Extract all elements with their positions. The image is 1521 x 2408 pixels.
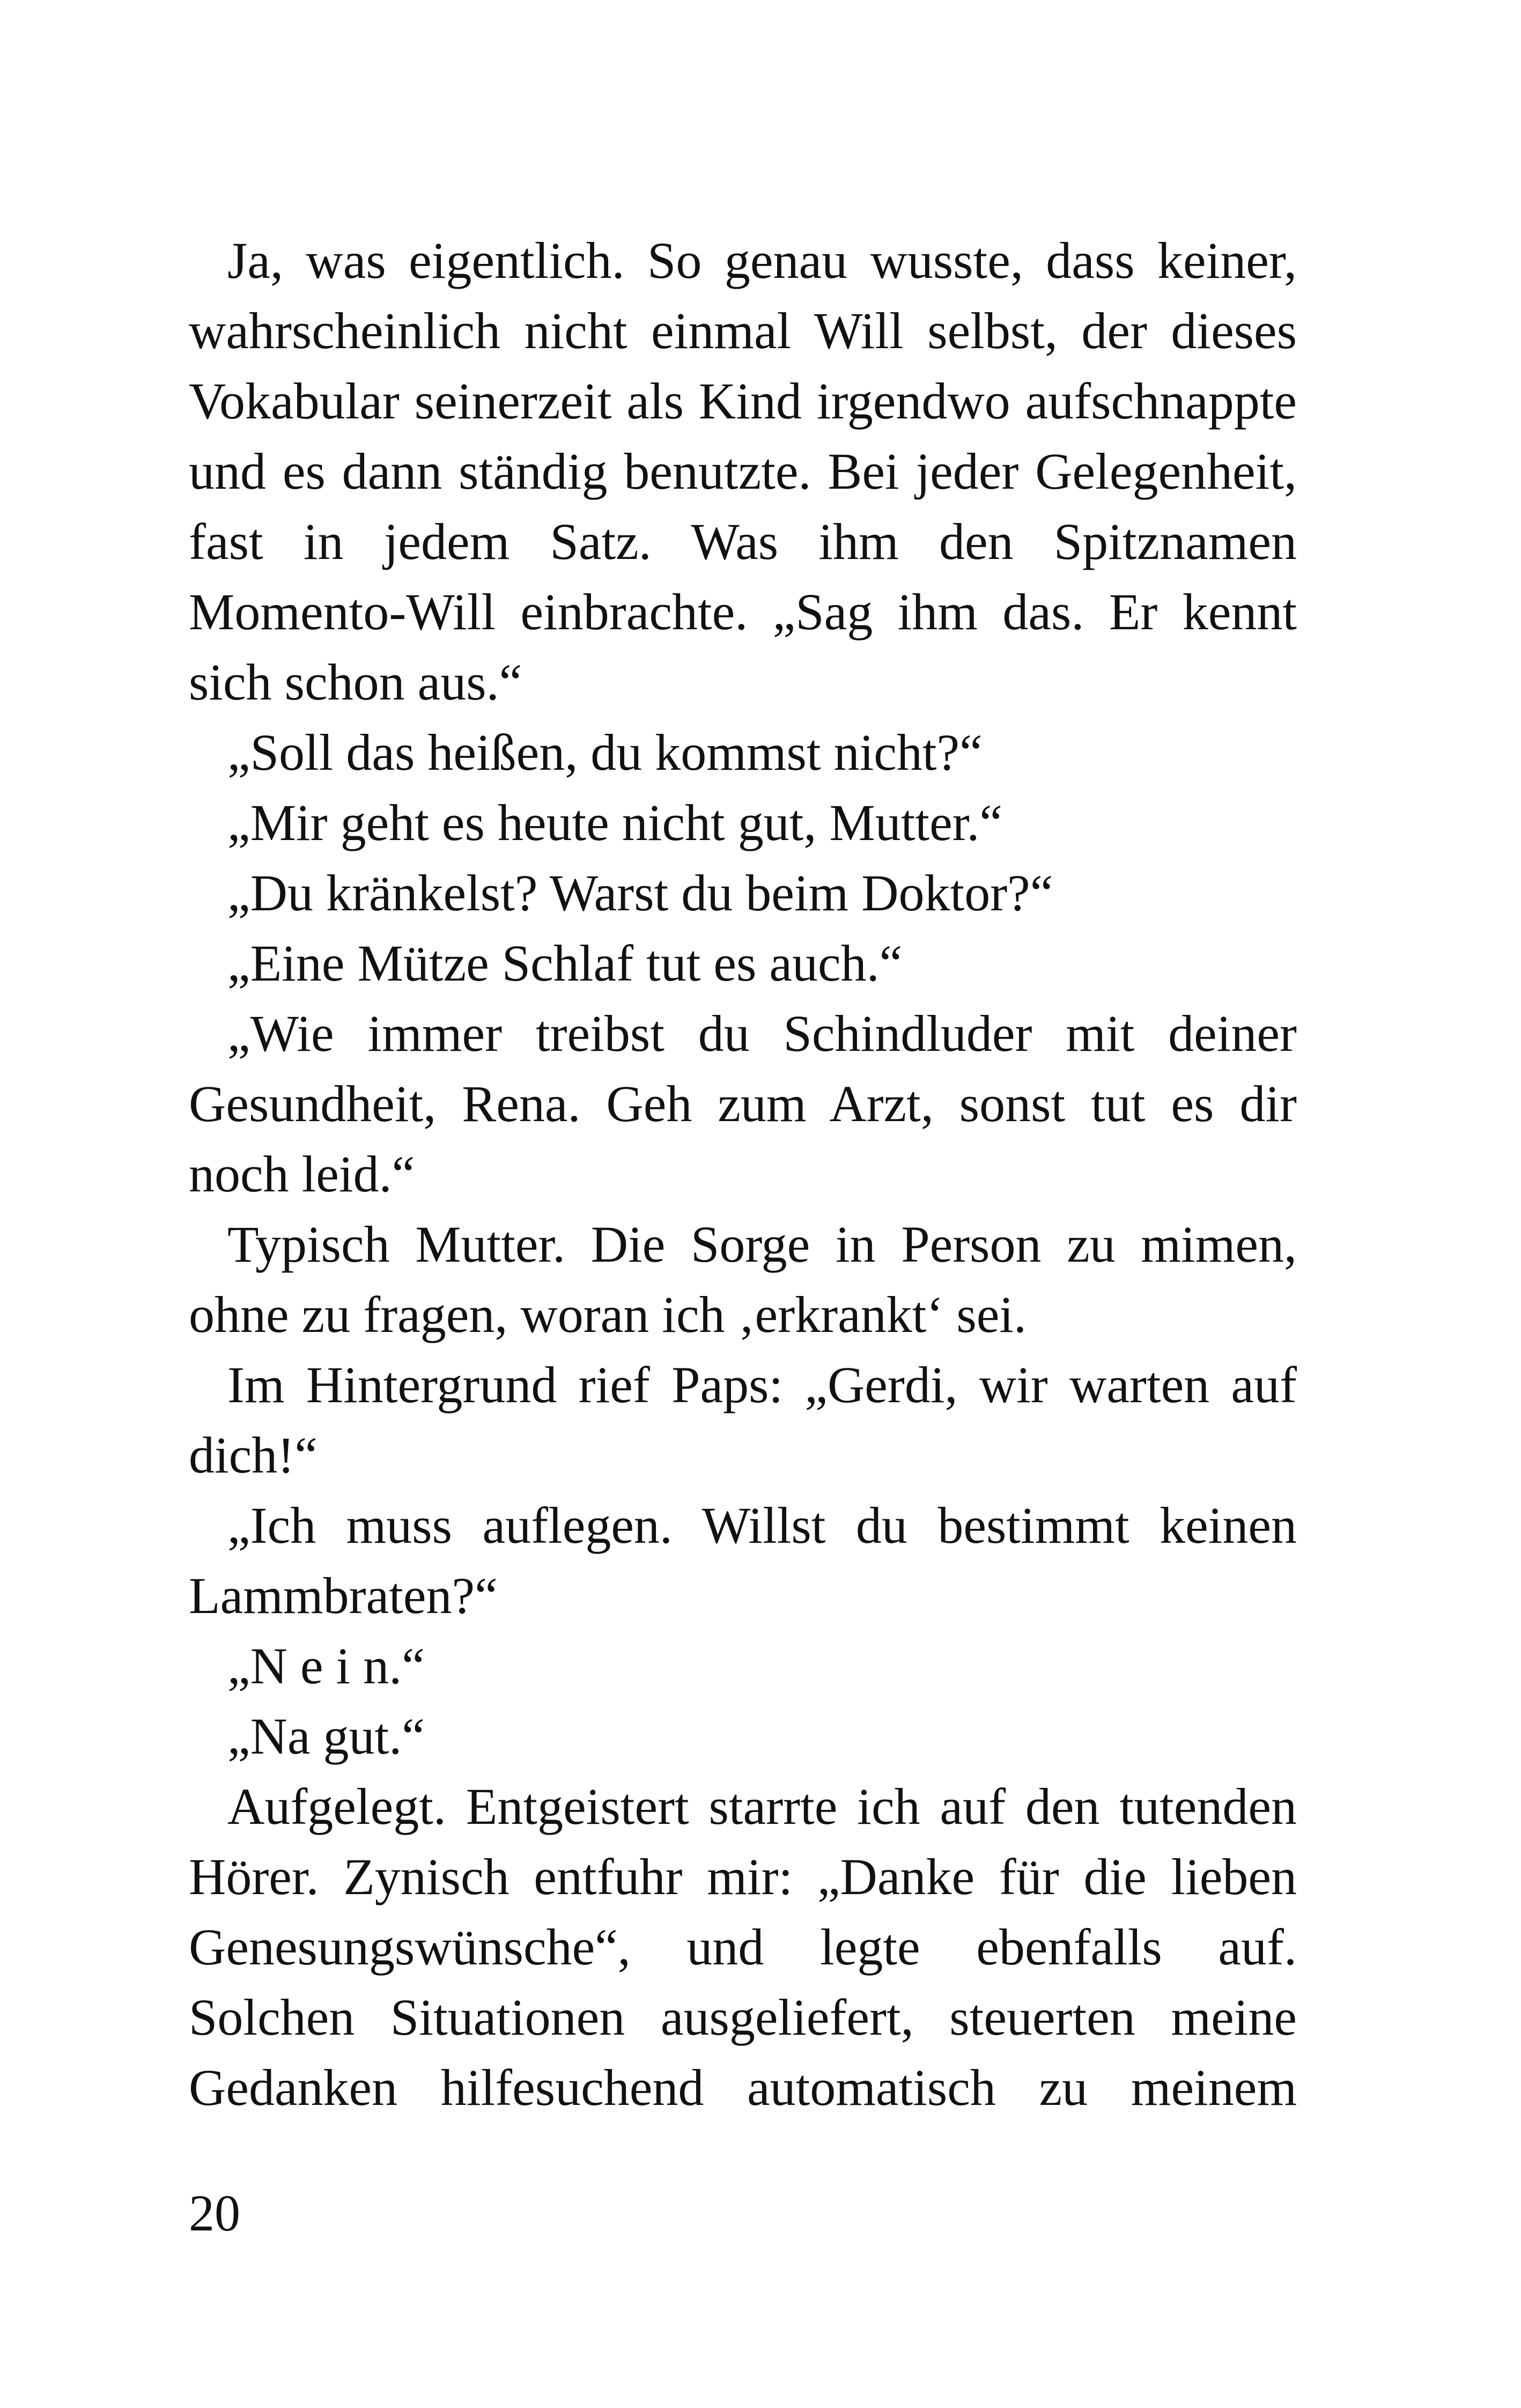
paragraph: Im Hintergrund rief Paps: „Gerdi, wir warten auf dich!“: [189, 1356, 1297, 1484]
paragraph: „Du kränkelst? Warst du beim Doktor?“: [227, 864, 1053, 922]
paragraph: „Eine Mütze Schlaf tut es auch.“: [227, 934, 903, 992]
paragraph: „Soll das heißen, du kommst nicht?“: [227, 724, 983, 781]
paragraph: Aufgelegt. Entgeistert starrte ich auf den tutenden Hörer. Zynisch entfuhr mir: „Danke für die lieben Genesungswünsche“, und legte ebenfalls auf. Solchen Situationen ausgeliefert, steuerten meine Gedanken hilfesuchend automatisch zu meinem: [189, 1778, 1297, 2116]
paragraph: „Na gut.“: [227, 1707, 425, 1765]
paragraph: „Ich muss auflegen. Willst du bestimmt keinen Lammbraten?“: [189, 1497, 1297, 1624]
paragraph: „N e i n.“: [227, 1637, 425, 1695]
page-number: 20: [189, 2184, 240, 2242]
paragraph: „Mir geht es heute nicht gut, Mutter.“: [227, 794, 1002, 851]
paragraph: „Wie immer treibst du Schindluder mit deiner Gesundheit, Rena. Geh zum Arzt, sonst tut es dir noch leid.“: [189, 1005, 1297, 1203]
paragraph: Typisch Mutter. Die Sorge in Person zu mimen, ohne zu fragen, woran ich ‚erkrankt‘ sei.: [189, 1216, 1297, 1343]
paragraph: Ja, was eigentlich. So genau wusste, dass keiner, wahrscheinlich nicht einmal Will selbst, der dieses Vokabular seinerzeit als Kind irgendwo aufschnappte und es dann ständig benutzte. Bei jeder Gelegenheit, fast in jedem Satz. Was ihm den Spitznamen Momento-Will einbrachte. „Sag ihm das. Er kennt sich schon aus.“: [189, 232, 1297, 711]
body-text: [189, 225, 1297, 2123]
